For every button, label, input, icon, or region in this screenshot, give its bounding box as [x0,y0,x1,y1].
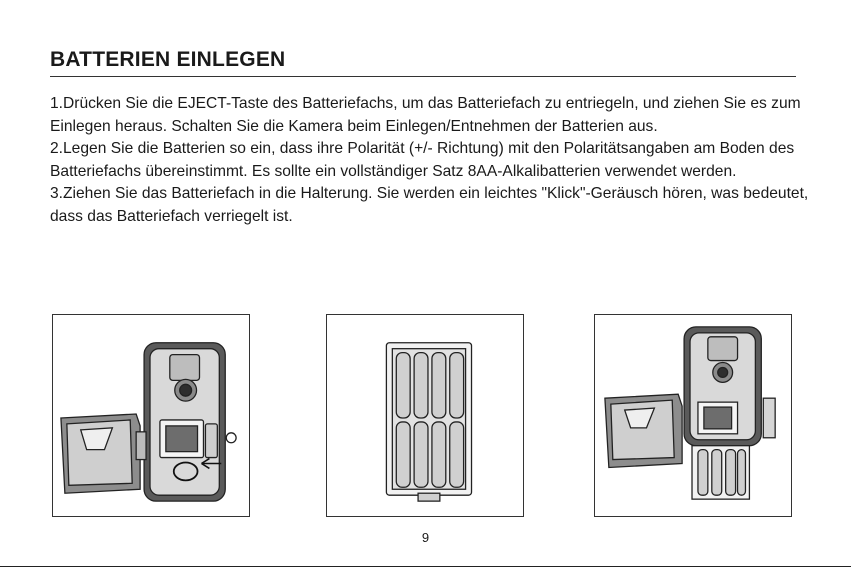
camera-open-illustration [53,315,249,516]
page-number: 9 [421,530,430,545]
title-divider [50,76,796,77]
figure-tray-pulled [594,314,792,517]
instruction-step-3: 3.Ziehen Sie das Batteriefach in die Halterung. Sie werden ein leichtes "Klick"-Geräusch hören, was bedeutet, dass das Batteriefach verriegelt ist. [50,185,809,225]
instruction-step-1: 1.Drücken Sie die EJECT-Taste des Batteriefachs, um das Batteriefach zu entriegeln, und ziehen Sie es zum Einlegen heraus. Schalten Sie die Kamera beim Einlegen/Entnehmen der Batterien aus. [50,95,801,135]
camera-tray-out-illustration [595,315,791,516]
page-title: BATTERIEN EINLEGEN [50,48,286,71]
battery-tray-illustration [327,315,523,516]
figure-camera-eject [52,314,250,517]
instructions [50,93,810,229]
instruction-step-2: 2.Legen Sie die Batterien so ein, dass ihre Polarität (+/- Richtung) mit den Polaritätsangaben am Boden des Batteriefachs übereinstimmt. Es sollte ein vollständiger Satz 8AA-Alkalibatterien verwendet werden. [50,140,795,180]
footer-line [0,566,851,567]
figure-battery-tray [326,314,524,517]
